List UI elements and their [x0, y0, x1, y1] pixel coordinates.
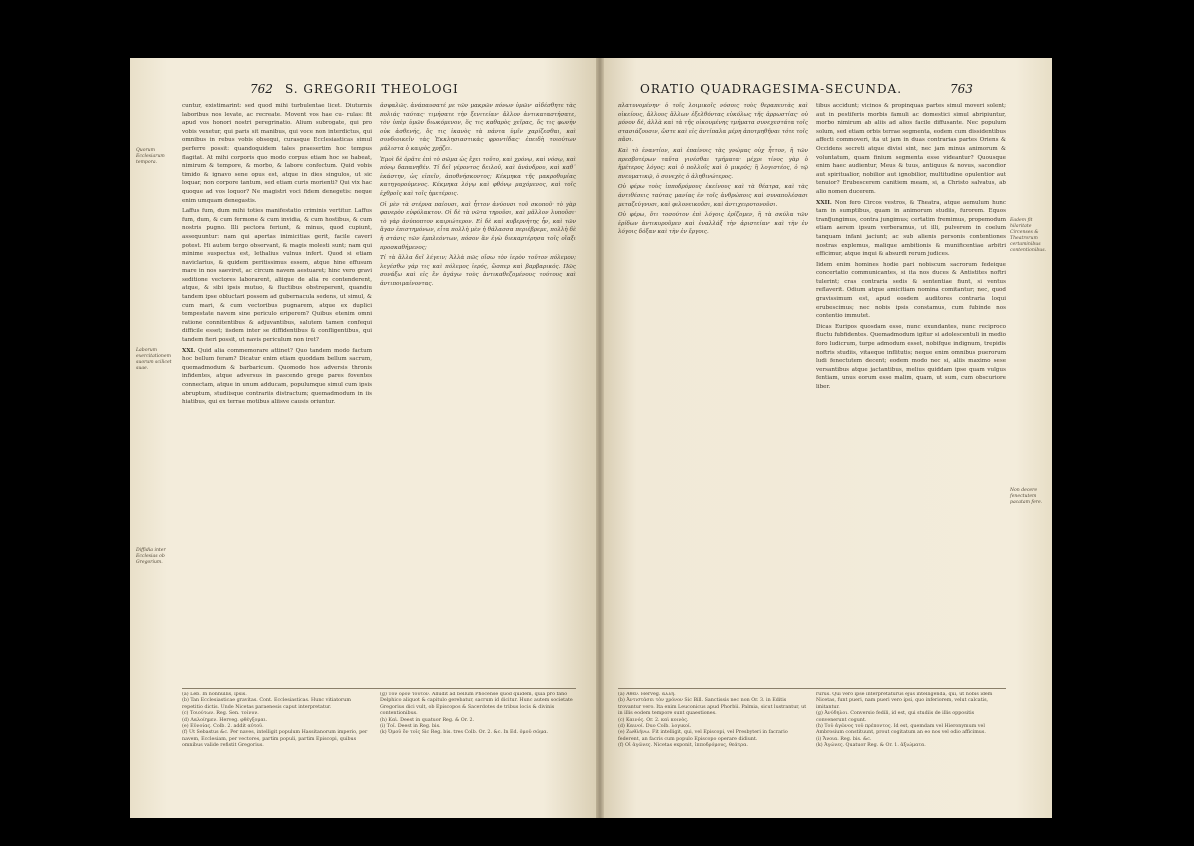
left-margin-note-3: Diffidia inter Ecclesias ob Gregorium. — [136, 548, 166, 565]
footnote: (c) Τοιούτων. Reg. Sen. τοίνυν. — [182, 711, 259, 717]
footnote: (i) Τοῖ. Deest in Reg. bis. — [380, 724, 441, 730]
footnote: (k) Ὁμοῦ ὄν τοῖς Sic Reg. bis. tres Colb. Or. 2. &c. In Ed. ὁμοῦ σῶμα. — [380, 730, 549, 736]
right-margin-note-1: Eadem fit hilaritate Circenses & Theatrorum certaminibus contentionibus. — [1010, 218, 1047, 253]
left-page — [130, 58, 600, 818]
greek-column-right — [618, 102, 808, 682]
footnotes-right-a — [618, 692, 808, 812]
footnote: (e) Εὐνοίας. Colb. 2. addit αὐτοῦ. — [182, 724, 264, 730]
footnote: (f) Οἱ ἀγῶνες. Nicetas exponit, ἱπποδρόμους, θεάτρα. — [618, 743, 748, 749]
footnote: (f) Ut Sebastus &c. Per naves, intelligit populum Hassitanorum imperio, per navem, Ecclesiam, per vectores, partim populi, partim Episcopi, quibus omnibus valide refistit Gregorius. — [182, 730, 368, 749]
latin-paragraph: Laffus fum, dum mihi toties manifestatio criminis vertitur. Laffus fum, dum, & cum fermone & cum invidia, & cum hostibus, & cum nostris pugno. Illi pectora feriunt, & minus, quod cupiunt, assequuntur: nam qui apertas inimicitias gerit, facile caveri potest. Hi autem tergo observant, & magis molesti sunt; nam qui minime suspectus est, lethalius vulnus infert. Quod si etiam naviclarius, & quidem peritissimus essem, atque hine effusum mare in nos saeviret, ac circum navem aestuaret; hinc vero gravi seditione vectores laborarent, aliique de alia re contenderent, atque, & sibi ipsis mutuo, & fluctibus obstreperent, quandiu tandem ipse obluctari possem ad gubernacula sedens, ut simul, & cum mari, & cum vectoribus pugnarem, atque ex duplici tempestate navem sine periculo eriperem? Quibus etenim omni ratione connitentibus & adjuvantibus, salutem tamen confequi difficile esset; iisdem inter se diffidentibus & confligentibus, qui tandem fieri possit, ut navis periculum non iret? — [182, 208, 372, 344]
greek-paragraph: ἀσφαλῶς. ἀνάπαυσατέ με τῶν μακρῶν πόνων ὑμῶν· αἰδέσθητε τὰς πολιάς ταύτας· τιμήσατε τὴν ξενιτείαν· ἄλλον ἀντικαταστήσατε, τὸν ὑπὲρ ὑμῶν διωκόμενον, ὅς τις καθαρὸς χεῖρας, ὅς τις φωνὴν οὐκ ἀσθενής, ὅς τις ἱκανὸς τὰ πάντα ὑμῖν χαρίζεσθαι, καὶ συνδιοικεῖν τὰς Ἐκκλησιαστικὰς φροντίδας· ἐπειδὴ τοιούτων μάλιστα ὁ καιρὸς χρῄζει. — [380, 103, 576, 152]
footnote: (c) Καινός. Or. 2. καὶ κοινὸς. — [618, 717, 689, 723]
left-margin-note-1: Quorum Ecclesiarum tempora. — [136, 148, 165, 165]
right-page-number: 763 — [950, 82, 973, 96]
greek-paragraph: πλατυνομένην· ὁ τοῖς λοιμικοῖς νόσοις τοὺς θεραπευτὰς καὶ οἰκείους, ἄλλους ἄλλων ἐξελθόντας εὐκόλως τῆς ἀρρωστίας· οὐ μόνον δέ, ἀλλὰ καὶ τὰ τῆς οἰκουμένης τμήματα συνεχεστάτα τοῖς στασιάζουσιν, ὥστε καὶ εἰς ἀντίπαλα μέρη ἀποτμηθῆναι τότε τοῖς πᾶσι. — [618, 103, 808, 144]
latin-paragraph: Dicas Euripos quosdam esse, nunc exundantes, nunc reciproco fluctu fubfidentes. Quemadmodum igitur si adolescentuli in medio foro ludicrum, turpe admodum esset, nobifque indignum, trepidis noftris studiis, vitaeque inflitutis; neque enim omnibus puerorum ludi fenectutem decent; eodem modo nec si, aliis maximo sese versantibus atque jactantibus, melius quiddam ipse quam vulgus fentiam, unus eorum esse malim, quam, ut sum, cum obscuriore liber. — [816, 323, 1006, 390]
greek-column-left — [380, 102, 576, 682]
footnote: rurus. Qui vero ipse interpretaturus ejus intelligenda, qui, ut nobis idem Nicetas, funt pueri, nam pueri vero ipsi, quo inferiorem, velut calcatis, imitantur. — [816, 692, 993, 710]
footnote-rule — [182, 688, 576, 689]
footnote: (b) Tan Ecclesiasticae gravitas. Cont. Ecclesiasticas. Hunc vitiatorum repetitio dictis. Unde Nicetas paraenesis caput interpretatur. — [182, 698, 351, 710]
latin-paragraph: cuntur, existimarint: sed quod mihi turbulentae licet. Diuturnis laboribus nos levate, ac recreate. Movent vos hae cu- rulas: fit apud vos honori nostri peregrinatio. Alium subrogate, qui pro vobis vexetur, qui paris sit manibus, qui voce non interdictus, qui omnibus in rebus vobis obsequi, curasque Ecclesiasticas simul perferre possit: quandoquidem tales praesertim hoc tempus flagitat. At mihi corporis quo modo corpus etiam hoc se habeat, nimirum & tempore, & morbo, & labore confectum. Quid vobis timido & ignavo sene opus est, atque in dies singulos, ut sic loquar, non corpore tantum, sed etiam curis morienti? Qui vix hac quoque ad vos loquor? Ne magistri voci fidem denegetis: neque enim umquam denegastis. — [182, 103, 372, 204]
footnote: (i) Ἄνοια. Reg. bis. &c. — [816, 736, 872, 742]
latin-column-left — [182, 102, 372, 682]
right-running-head: ORATIO QUADRAGESIMA-SECUNDA. — [640, 82, 903, 96]
footnotes-right-b — [816, 692, 1006, 812]
footnote: (a) Ἀθεν. Herveg. ἄλλη. — [618, 692, 676, 697]
left-margin-note-2: Laborum exercitationem suorum scilicet suae. — [136, 348, 172, 371]
footnote: (k) Ἀγώνες. Quatuor Reg. & Or. 1. ἀξιώματα. — [816, 743, 926, 749]
footnote: (g) Ἀνύδηλοι. Conversio fedili, id est, qui studiis de illis oppositis convenerunt cogunt. — [816, 711, 975, 723]
footnote-rule — [618, 688, 1006, 689]
right-margin-note-2: Non decere fenectutem pacatam fere. — [1010, 488, 1043, 505]
greek-paragraph: Τί τὰ ἄλλα δεῖ λέγειν; Ἀλλὰ πῶς οἴσω τὸν ἱερὸν τοῦτον πόλεμον; λεγέσθω γάρ τις καὶ πόλεμος ἱερός, ὥσπερ καὶ βαρβαρικός. Πῶς συνάξω καὶ εἰς ἓν ἀγάγω τοὺς ἀντικαθεζομένους τούτους καὶ ἀντιποιμαίνοντας. — [380, 255, 576, 287]
section-heading: XXII. — [816, 199, 832, 206]
footnotes-left-a — [182, 692, 372, 812]
right-page — [600, 58, 1052, 818]
footnote: (b) Ἀντιστάσει τὸν χρόνον Sic Bill. Sanctissis nec non Or. 3. in Editis trovantur vero. Ita enim Leuconicus apud Phorbii. Palmia, sicut lustrantur, ut in illis eodem tempore sunt quaestiones. — [618, 698, 807, 717]
footnotes-left-b — [380, 692, 576, 812]
footnote: (a) Leb. In nonnullis, ipsis. — [182, 692, 247, 697]
latin-paragraph: Non fero Circos vestros, & Theatra, atque aemulum hunc tam in sumptibus, quam in animorum studiis, furorem. Equos tranfjungimus, contra jungimus; certatim fremimus, propemodum etiam aerem ipsum verberamus, ut illi, pulverem in coelum tanquam infani jaciunt; ac sub alienis personis contentiones nostras explemus, malique ambitionis & munificentiae arbitri efficimur, atque inqui & absurdi rerum judices. — [816, 199, 1006, 258]
section-heading: XXI. — [182, 347, 196, 354]
footnote: (h) Τοῦ ἀγῶνος τοῦ πρέποντος. Id est, quemdam vel Hieronymum vel Ambrosium constituunt, prout cogitatum an eo nos vel odio afficimus. — [816, 724, 986, 736]
greek-paragraph: Ἐμοὶ δὲ ὁρᾶτε ἐπὶ τὸ σῶμα ὡς ἔχει τοῦτο, καὶ χρόνῳ, καὶ νόσῳ, καὶ πόνῳ δαπανηθέν. Τί δεῖ γέροντος δειλοῦ, καὶ ἀνάνδρου, καὶ καθ᾽ ἑκάστην, ὡς εἰπεῖν, ἀποθνήσκοντος; Κέκμηκα τῆς μακροθυμίας κατηγορούμενος. Κέκμηκα λόγῳ καὶ φθόνῳ μαχόμενος, καὶ τοῖς ἐχθροῖς καὶ τοῖς ἡμετέροις. — [380, 156, 576, 197]
footnote: (h) Καὶ. Deest in quatuor Reg. & Or. 2. — [380, 717, 475, 723]
footnote: (d) Λαλοίημεν. Herveg. φθέγξομαι. — [182, 717, 268, 723]
greek-paragraph: Οἱ μὲν τὰ στέρνα παίουσι, καὶ ἧττον ἀνύουσι τοῦ σκοποῦ· τὸ γὰρ φανερὸν εὐφύλακτον. Οἱ δὲ τὰ νῶτα τηροῦσι, καὶ μᾶλλον λυποῦσι· τὸ γὰρ ἀνύποπτον καιριώτερον. Εἰ δὲ καὶ κυβερνήτης ἦν, καὶ τῶν ἄγαν ἐπιστημόνων, εἶτα πολλὴ μὲν ἡ θάλασσα περιέβρεμε, πολλὴ δὲ ἡ στάσις τῶν ἐμπλεόντων, πόσον ἂν ἐγὼ διεκαρτέρησα τοῖς οἴαξι προσκαθήμενος; — [380, 201, 576, 251]
latin-paragraph: Quid alia commemorare attinet? Quo tandem modo factum hoc bellum feram? Dicatur enim etiam quoddam bellum sacrum, quemadmodum & barbaricum. Quomodo hos adversis thronis infidentes, atque adversus in pascendo grege pares foventes connectam, atque in unum adducam, populumque simul cum ipsis abruptum, studiisque contrariis distractum; quemadmodum in iis hiatibus, qui ex terrae motibus aliisve causis oriuntur. — [182, 347, 372, 406]
greek-paragraph: Καὶ τὸ ἐναντίον, καὶ ἐπαίνοις τὰς γνώμας οὐχ ἧττον, ἢ τῶν πρεσβυτέρων ταῦτα γινέσθαι τμήματα· μέχρι τίνος γὰρ ὁ ἡμέτερος λόγος; καὶ ὁ πολλοῖς καὶ ὁ μικρός; ἢ λογιστέος, ὁ τῷ πνευματικῷ, ὁ συνεχὲς ὁ ἀληθινώτερος. — [618, 147, 808, 180]
latin-paragraph: tibus accidunt; vicinos & propinquas partes simul moveri solent; aut in pestiferis morbis famuli ac domestici simul abripiuntur, morbo nimirum ab aliis ad alios facile diffusante. Nec populum solum, sed etiam orbis terrae segmenta, eodem cum dissidentibus affecti commoveri, ita ut jam in duas contrarias partes Oriens & Occidens secreti atque divisi sint, nec jam minus animorum & voluntatum, quam finium segmenta esse videantur? Quousque enim haec audientur, Meus & tuus, antiquus & novus, sacondior aut spiritualior, nobilior aut ignobilior, multitudine opulentior aut tenuior? Erubescerem canitiem meam, si, a Christo salvatus, ab alio nomen ducerem. — [816, 103, 1006, 195]
left-running-head: S. GREGORII THEOLOGI — [285, 82, 459, 96]
latin-column-right — [816, 102, 1006, 682]
latin-paragraph: Iidem enim homines hodie pari nobiscum sacrorum fedeique concertatio communicantes, si ita nos duces & Antistites noftri tulerint; cras contraria sedis & sententiae fiunt, si ventus reflaverit. Odium atque amicitiam nomina comitantur; nec, quod gravissimum est, apud eosdem auditores contraria loqui erubescimus; nec nobis ipsis constamus, cum fubinde nos contentio immutet. — [816, 261, 1006, 320]
footnote: (d) Καινοί. Duo Colb. λογικοί. — [618, 724, 692, 730]
greek-paragraph: Οὐ φέρω, ὅτι τοσούτον ἐπὶ λόγοις ἐρίζομεν, ἢ τὰ σκύλα τῶν ἐρίδων ἀντικυροῦμεν καὶ ἐναλλάξ τὴν ἀριστείαν· καὶ τὴν ἐν λόγοις δόξαν καὶ τὴν ἐν ἔργοις. — [618, 212, 808, 236]
footnote: (e) Ζωθλήνω. Fit intelligit, qui, vel Episcopi, vel Presbyteri in facrario federent, an facris cum populo Episcopo operare didiunt. — [618, 730, 788, 742]
footnote: (g) Τὸν ὅρον τοῦτον. Alludit ad bellum Phocense quod quidem, quia pro fano Delphico aliquot & capitulo gerebatur, sacrum id dicitur. Hunc autem societate Gregorius dici vult, ob Episcopos & Sacerdotes de tribus locis & divinis contentionibus. — [380, 692, 573, 717]
greek-paragraph: Οὐ φέρω τοὺς ἱπποδρόμους ἐκείνους καὶ τὰ θέατρα, καὶ τὰς ἀντιθέσεις ταύτας μανίας ἐν τοῖς ἀνθρώποις καὶ συναπολέσασι μεταζεύγνυσι, καὶ φιλονεικοῦσι, καὶ ἀντιχειροτονοῦσι. — [618, 184, 808, 208]
book-gutter — [596, 58, 604, 818]
left-page-number: 762 — [250, 82, 273, 96]
